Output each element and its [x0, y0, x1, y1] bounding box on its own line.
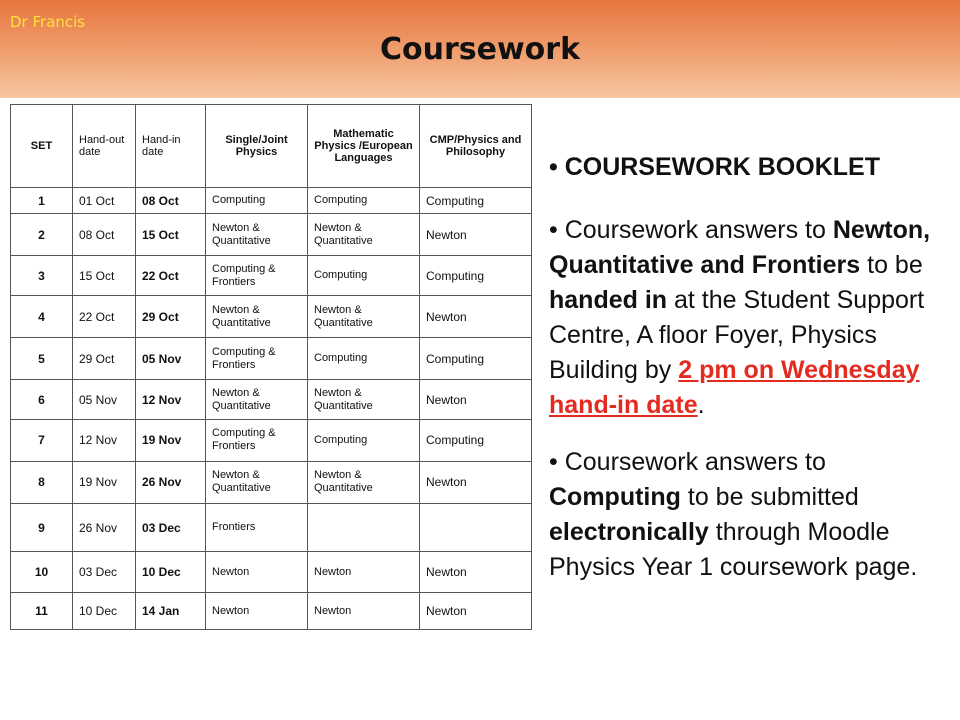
- set-cell: 9: [11, 503, 73, 551]
- hand-in-cell: 05 Nov: [136, 338, 206, 380]
- mathematic-physics-cell: Computing: [308, 338, 420, 380]
- hand-in-cell: 19 Nov: [136, 419, 206, 461]
- hand-in-cell: 15 Oct: [136, 214, 206, 256]
- bullet-booklet: • COURSEWORK BOOKLET: [549, 153, 880, 181]
- cmp-cell: [420, 503, 532, 551]
- deadline-text: 2 pm on Wednesday hand-in date: [549, 356, 920, 419]
- single-joint-cell: Newton: [206, 552, 308, 593]
- hand-out-cell: 03 Dec: [73, 552, 136, 593]
- mathematic-physics-cell: Newton & Quantitative: [308, 380, 420, 420]
- electronic-text-1: Coursework answers to: [564, 448, 826, 476]
- hand-out-cell: 22 Oct: [73, 296, 136, 338]
- hand-in-location: at the Student Support Centre, A floor Foyer, Physics Building by: [549, 286, 925, 384]
- set-cell: 10: [11, 552, 73, 593]
- mathematic-physics-cell: Newton: [308, 552, 420, 593]
- col-header-hand-in: Hand-in date: [136, 105, 206, 188]
- col-header-single-joint: Single/Joint Physics: [206, 105, 308, 188]
- hand-out-cell: 08 Oct: [73, 214, 136, 256]
- col-header-cmp: CMP/Physics and Philosophy: [420, 105, 532, 188]
- hand-in-cell: 08 Oct: [136, 188, 206, 214]
- hand-in-cell: 12 Nov: [136, 380, 206, 420]
- table-header-row: [11, 105, 532, 188]
- cmp-cell: Computing: [420, 256, 532, 296]
- cmp-cell: Newton: [420, 593, 532, 630]
- header-banner: [0, 0, 960, 98]
- hand-out-cell: 12 Nov: [73, 419, 136, 461]
- cmp-cell: Computing: [420, 188, 532, 214]
- col-header-mathematic-physics: Mathematic Physics /European Languages: [308, 105, 420, 188]
- single-joint-cell: Newton & Quantitative: [206, 296, 308, 338]
- hand-in-period: .: [697, 391, 705, 419]
- table-row: [11, 296, 532, 338]
- bullet-electronic: • Coursework answers to Computing to be submitted electronically through Moodle Physics Year 1 coursework page.: [549, 448, 918, 581]
- mathematic-physics-cell: Computing: [308, 419, 420, 461]
- col-header-set: SET: [11, 105, 73, 188]
- single-joint-cell: Computing & Frontiers: [206, 419, 308, 461]
- author-label: Dr Francis: [10, 13, 86, 31]
- bullet-hand-in: • Coursework answers to Newton, Quantitative and Frontiers to be handed in at the Student Support Centre, A floor Foyer, Physics Building by 2 pm on Wednesday hand-in date.: [549, 216, 931, 419]
- table-row: [11, 552, 532, 593]
- booklet-text: COURSEWORK BOOKLET: [564, 153, 880, 181]
- set-cell: 7: [11, 419, 73, 461]
- mathematic-physics-cell: Newton: [308, 593, 420, 630]
- mathematic-physics-cell: Newton & Quantitative: [308, 296, 420, 338]
- table-row: [11, 188, 532, 214]
- table-row: [11, 214, 532, 256]
- electronic-phrase: electronically: [549, 518, 709, 546]
- single-joint-cell: Newton: [206, 593, 308, 630]
- hand-out-cell: 01 Oct: [73, 188, 136, 214]
- hand-in-cell: 22 Oct: [136, 256, 206, 296]
- single-joint-cell: Newton & Quantitative: [206, 380, 308, 420]
- electronic-text-3: through Moodle Physics Year 1 coursework page.: [549, 518, 918, 581]
- hand-in-topics: Newton, Quantitative and Frontiers: [549, 216, 931, 279]
- table-row: [11, 503, 532, 551]
- cmp-cell: Newton: [420, 296, 532, 338]
- hand-in-cell: 26 Nov: [136, 461, 206, 503]
- single-joint-cell: Computing & Frontiers: [206, 256, 308, 296]
- hand-in-text-1: Coursework answers to: [564, 216, 833, 244]
- electronic-topic: Computing: [549, 483, 681, 511]
- set-cell: 4: [11, 296, 73, 338]
- hand-in-cell: 03 Dec: [136, 503, 206, 551]
- set-cell: 11: [11, 593, 73, 630]
- cmp-cell: Newton: [420, 214, 532, 256]
- hand-out-cell: 29 Oct: [73, 338, 136, 380]
- table-row: [11, 461, 532, 503]
- table-row: [11, 419, 532, 461]
- mathematic-physics-cell: [308, 503, 420, 551]
- mathematic-physics-cell: Computing: [308, 256, 420, 296]
- hand-out-cell: 05 Nov: [73, 380, 136, 420]
- hand-out-cell: 19 Nov: [73, 461, 136, 503]
- set-cell: 6: [11, 380, 73, 420]
- page-title: Coursework: [379, 32, 581, 67]
- set-cell: 8: [11, 461, 73, 503]
- mathematic-physics-cell: Computing: [308, 188, 420, 214]
- notes-panel: [549, 150, 954, 585]
- hand-out-cell: 26 Nov: [73, 503, 136, 551]
- single-joint-cell: Newton & Quantitative: [206, 214, 308, 256]
- cmp-cell: Newton: [420, 552, 532, 593]
- single-joint-cell: Computing & Frontiers: [206, 338, 308, 380]
- hand-out-cell: 15 Oct: [73, 256, 136, 296]
- cmp-cell: Computing: [420, 419, 532, 461]
- cmp-cell: Newton: [420, 380, 532, 420]
- table-row: [11, 256, 532, 296]
- col-header-hand-out: Hand-out date: [73, 105, 136, 188]
- schedule-table: [10, 104, 532, 630]
- table-row: [11, 593, 532, 630]
- table-row: [11, 338, 532, 380]
- electronic-text-2: to be submitted: [680, 483, 859, 511]
- set-cell: 2: [11, 214, 73, 256]
- cmp-cell: Newton: [420, 461, 532, 503]
- cmp-cell: Computing: [420, 338, 532, 380]
- single-joint-cell: Frontiers: [206, 503, 308, 551]
- single-joint-cell: Computing: [206, 188, 308, 214]
- hand-in-cell: 29 Oct: [136, 296, 206, 338]
- hand-in-cell: 14 Jan: [136, 593, 206, 630]
- handed-in-phrase: handed in: [549, 286, 668, 314]
- set-cell: 5: [11, 338, 73, 380]
- single-joint-cell: Newton & Quantitative: [206, 461, 308, 503]
- table-row: [11, 380, 532, 420]
- hand-out-cell: 10 Dec: [73, 593, 136, 630]
- set-cell: 3: [11, 256, 73, 296]
- hand-in-text-2: to be: [860, 251, 923, 279]
- mathematic-physics-cell: Newton & Quantitative: [308, 214, 420, 256]
- set-cell: 1: [11, 188, 73, 214]
- mathematic-physics-cell: Newton & Quantitative: [308, 461, 420, 503]
- hand-in-cell: 10 Dec: [136, 552, 206, 593]
